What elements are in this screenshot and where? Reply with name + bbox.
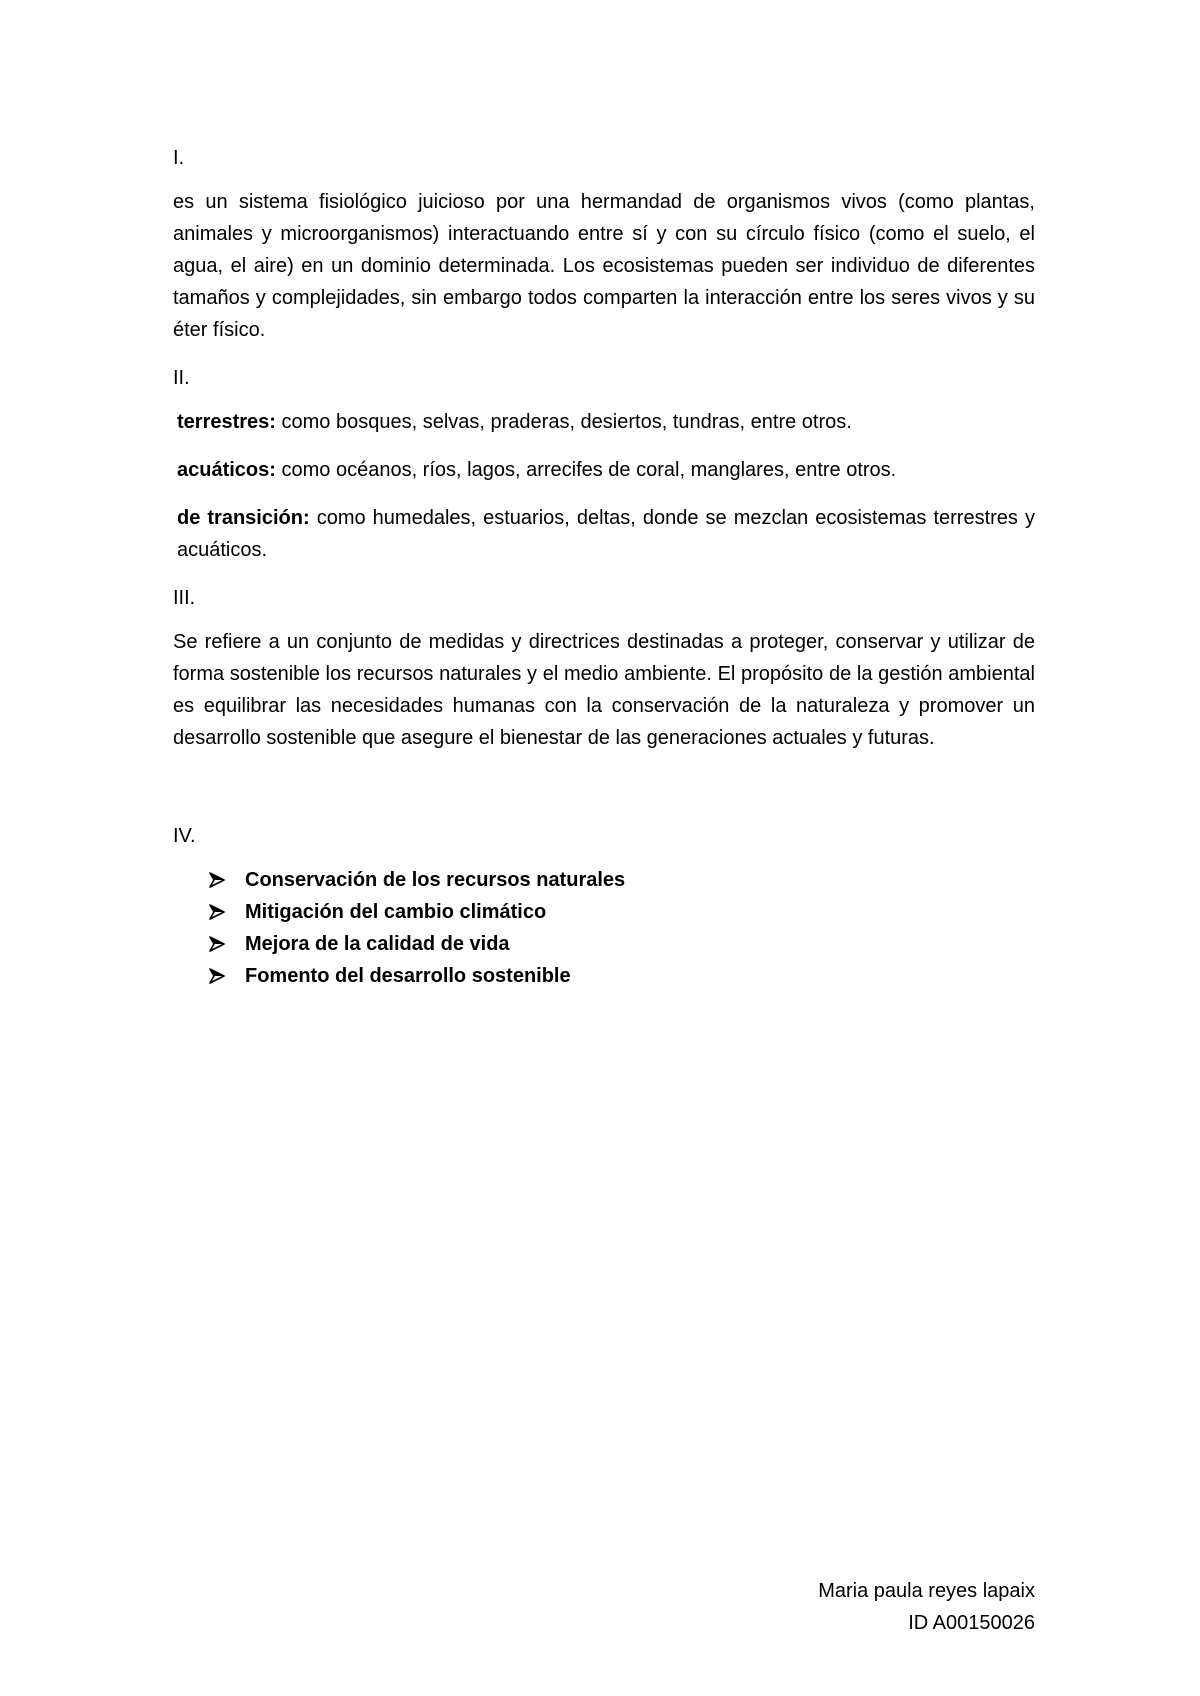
ecosystem-type-aquatic [173,454,1035,486]
ecosystem-type-term: de transición: [177,507,310,529]
section-heading-1: I. [173,147,185,169]
benefits-list [173,864,1035,992]
author-id: ID A00150026 [908,1612,1035,1634]
signature-block [818,1575,1035,1639]
arrowhead-bullet-icon [209,936,245,952]
section-3-paragraph: Se refiere a un conjunto de medidas y directrices destinadas a proteger, conservar y utilizar de forma sostenible los recursos naturales y el medio ambiente. El propósito de la gestión ambiental es equilibrar las necesidades humanas con la conservación de la naturaleza y promover un desarrollo sostenible que asegure el bienestar de las generaciones actuales y futuras. [173,631,1035,749]
section-heading-2: II. [173,367,190,389]
ecosystem-type-description: como humedales, estuarios, deltas, donde se mezclan ecosistemas terrestres y acuáticos. [177,507,1035,561]
ecosystem-type-transition [173,502,1035,566]
ecosystem-type-term: terrestres: [177,411,276,433]
list-item [209,864,1035,896]
list-item [209,928,1035,960]
list-item [209,896,1035,928]
list-item [209,960,1035,992]
ecosystem-type-terrestrial [173,406,1035,438]
list-item-label: Mejora de la calidad de vida [245,933,510,955]
list-item-label: Conservación de los recursos naturales [245,869,626,891]
arrowhead-bullet-icon [209,968,245,984]
list-item-label: Mitigación del cambio climático [245,901,547,923]
list-item-label: Fomento del desarrollo sostenible [245,965,571,987]
arrowhead-bullet-icon [209,872,245,888]
ecosystem-type-description: como océanos, ríos, lagos, arrecifes de coral, manglares, entre otros. [275,459,897,481]
author-name: Maria paula reyes lapaix [818,1580,1035,1602]
ecosystem-type-term: acuáticos: [177,459,276,481]
section-heading-3: III. [173,587,196,609]
section-1-paragraph: es un sistema fisiológico juicioso por una hermandad de organismos vivos (como plantas, animales y microorganismos) interactuando entre sí y con su círculo físico (como el suelo, el agua, el aire) en un dominio determinada. Los ecosistemas pueden ser individuo de diferentes tamaños y complejidades, sin embargo todos comparten la interacción entre los seres vivos y su éter físico. [173,191,1035,341]
ecosystem-type-description: como bosques, selvas, praderas, desiertos, tundras, entre otros. [275,411,852,433]
section-spacer [173,770,1035,820]
document-body [173,142,1035,992]
section-heading-4: IV. [173,825,196,847]
arrowhead-bullet-icon [209,904,245,920]
